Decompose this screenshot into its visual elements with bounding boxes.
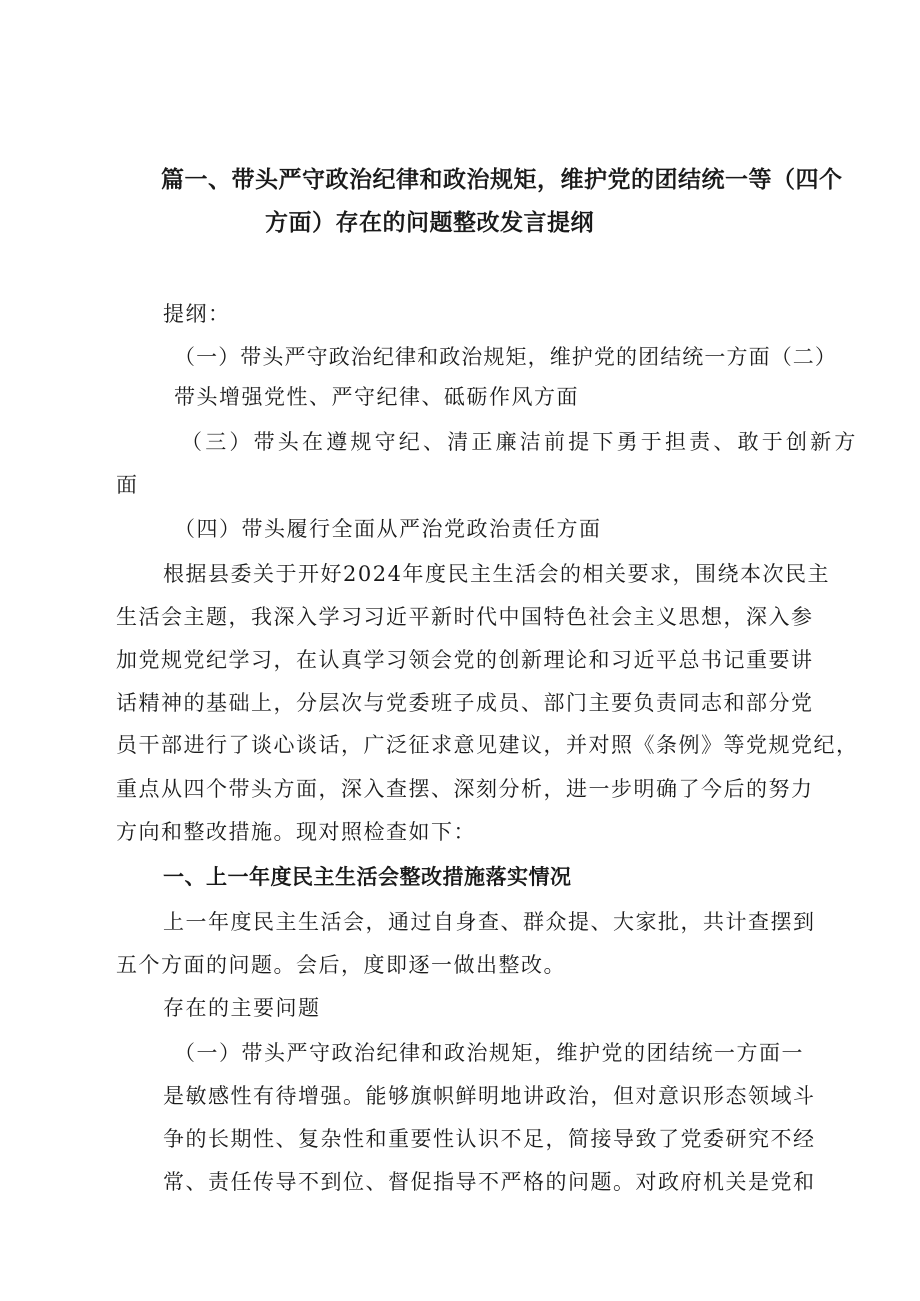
intro-line-2: 生活会主题，我深入学习习近平新时代中国特色社会主义思想，深入参 xyxy=(116,605,814,629)
section-1-item-line-4: 常、责任传导不到位、督促指导不严格的问题。对政府机关是党和 xyxy=(163,1170,816,1194)
intro-line-4: 话精神的基础上，分层次与党委班子成员、部门主要负责同志和部分党 xyxy=(116,691,814,715)
outline-item-1-line-2: 带头增强党性、严守纪律、砥砺作风方面 xyxy=(174,385,579,409)
section-1-item-line-2: 是敏感性有待增强。能够旗帜鲜明地讲政治，但对意识形态领域斗 xyxy=(163,1084,816,1108)
outline-item-3-line-2: 面 xyxy=(116,473,139,497)
section-1-subheading: 存在的主要问题 xyxy=(163,996,321,1020)
section-1-para-line-2: 五个方面的问题。会后，度即逐一做出整改。 xyxy=(116,953,566,977)
title-line-1: 篇一、带头严守政治纪律和政治规矩，维护党的团结统一等（四个 xyxy=(161,167,843,193)
outline-item-3-line-1: （三）带头在遵规守纪、清正廉洁前提下勇于担责、敢于创新方 xyxy=(181,430,859,454)
outline-label: 提纲： xyxy=(163,302,231,326)
section-1-item-line-1: （一）带头严守政治纪律和政治规矩，维护党的团结统一方面一 xyxy=(174,1041,804,1065)
intro-line-5: 员干部进行了谈心谈话，广泛征求意见建议，并对照《条例》等党规党纪， xyxy=(116,733,859,757)
intro-line-3: 加党规党纪学习，在认真学习领会党的创新理论和习近平总书记重要讲 xyxy=(116,648,814,672)
outline-item-4: （四）带头履行全面从严治党政治责任方面 xyxy=(174,517,602,541)
section-1-item-line-3: 争的长期性、复杂性和重要性认识不足，简接导致了党委研究不经 xyxy=(163,1127,816,1151)
title-line-2: 方面）存在的问题整改发言提纲 xyxy=(265,210,594,236)
intro-line-1: 根据县委关于开好2024年度民主生活会的相关要求，围绕本次民主 xyxy=(163,562,830,586)
section-1-heading: 一、上一年度民主生活会整改措施落实情况 xyxy=(163,865,572,889)
intro-line-6: 重点从四个带头方面，深入查摆、深刻分析，进一步明确了今后的努力 xyxy=(116,777,814,801)
outline-item-1-line-1: （一）带头严守政治纪律和政治规矩，维护党的团结统一方面（二） xyxy=(174,345,837,369)
intro-line-7: 方向和整改措施。现对照检查如下： xyxy=(116,820,476,844)
section-1-para-line-1: 上一年度民主生活会，通过自身查、群众提、大家批，共计查摆到 xyxy=(163,910,816,934)
